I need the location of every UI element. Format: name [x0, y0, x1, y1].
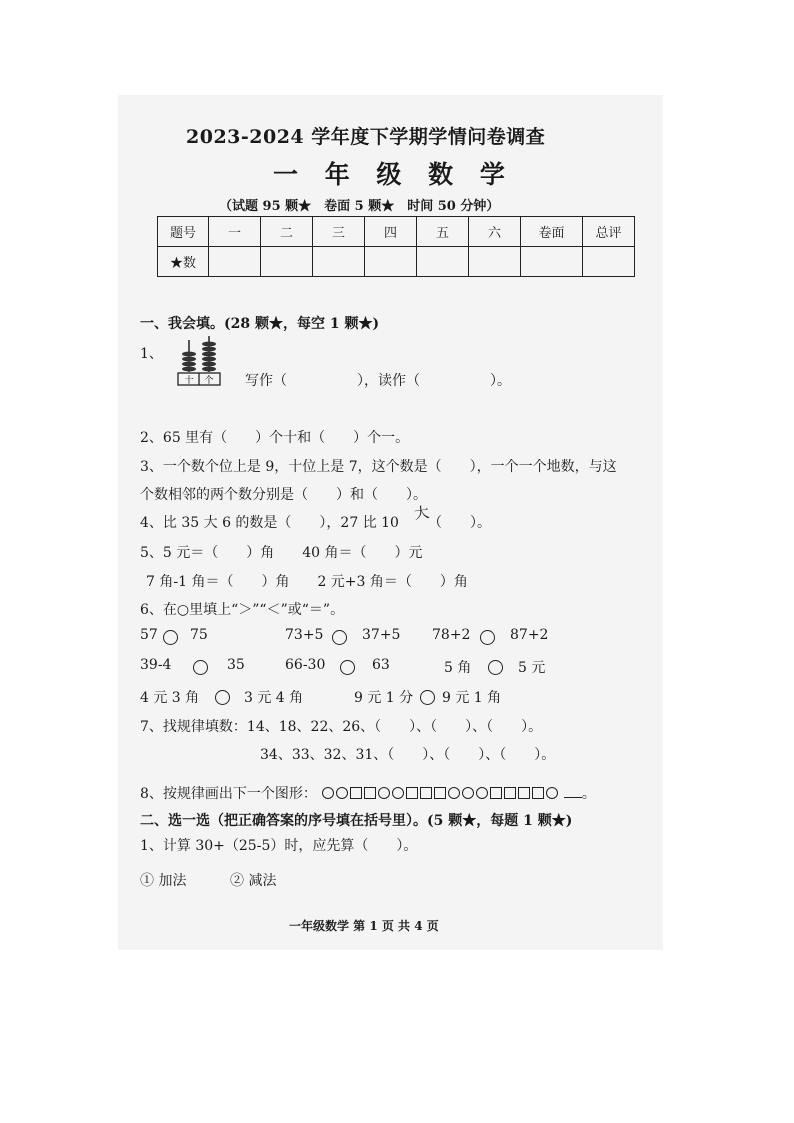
score-input-cell[interactable] [583, 247, 635, 277]
score-input-cell[interactable] [417, 247, 469, 277]
compare-circle[interactable] [488, 660, 503, 675]
circle-shape [448, 787, 460, 799]
compare-circle[interactable] [193, 660, 208, 675]
q6-r2-f: 5 元 [518, 660, 546, 676]
compare-circle[interactable] [332, 630, 347, 645]
circle-shape [462, 787, 474, 799]
score-cell: 三 [313, 217, 365, 247]
square-shape [532, 787, 544, 799]
q1-text: 写作（ ），读作（ ）。 [245, 373, 511, 389]
q6-r3-a: 4 元 3 角 [140, 690, 200, 706]
q4-part1: 4、比 35 大 6 的数是（ ），27 比 10 [140, 515, 399, 531]
score-cell: 六 [469, 217, 521, 247]
score-input-cell[interactable] [313, 247, 365, 277]
section2-heading: 二、选一选（把正确答案的序号填在括号里）。(5 颗★，每题 1 颗★) [140, 813, 573, 829]
score-table [157, 216, 635, 277]
q6-r2-a: 39-4 [140, 657, 172, 673]
exam-title: 2023-2024 学年度下学期学情问卷调查 [186, 126, 546, 148]
q7-line1: 7、找规律填数：14、18、22、26、（ ）、（ ）、（ ）。 [140, 719, 543, 735]
abacus-ones-label: 个 [204, 376, 214, 386]
option-subtraction: ② 减法 [230, 873, 277, 889]
compare-circle[interactable] [480, 630, 495, 645]
q2-text: 2、65 里有（ ）个十和（ ）个一。 [140, 430, 410, 446]
square-shape [364, 787, 376, 799]
q6-r3-b: 3 元 4 角 [244, 690, 304, 706]
page-footer: 一年级数学 第 1 页 共 4 页 [289, 919, 439, 933]
score-cell: 总评 [583, 217, 635, 247]
q8-row [140, 783, 596, 803]
score-cell: 四 [365, 217, 417, 247]
circle-shape [336, 787, 348, 799]
q5-line1: 5、5 元＝（ ）角 40 角＝（ ）元 [140, 545, 423, 561]
section2-q1: 1、计算 30+（25-5）时，应先算（ ）。 [140, 838, 418, 854]
score-input-cell[interactable] [261, 247, 313, 277]
q5-line2: 7 角-1 角＝（ ）角 2 元+3 角＝（ ）角 [146, 574, 468, 590]
star-count-label: ★数 [158, 247, 209, 277]
q6-r2-d: 63 [372, 657, 390, 673]
abacus-tens-label: 十 [184, 376, 194, 386]
circle-shape [322, 787, 334, 799]
circle-shape [476, 787, 488, 799]
shape-sequence [321, 786, 563, 802]
q6-r1-b: 75 [190, 627, 208, 643]
q6-r2-e: 5 角 [444, 660, 472, 676]
compare-circle[interactable] [420, 690, 435, 705]
square-shape [490, 787, 502, 799]
exam-subtitle: （试题 95 颗★ 卷面 5 颗★ 时间 50 分钟） [219, 199, 500, 214]
square-shape [420, 787, 432, 799]
score-cell: 二 [261, 217, 313, 247]
q4-handwritten-answer: 大 [412, 503, 431, 523]
q6-r2-b: 35 [227, 657, 245, 673]
score-cell: 卷面 [521, 217, 583, 247]
q6-r1-c: 73+5 [285, 627, 324, 643]
q1-number: 1、 [140, 346, 163, 362]
compare-circle[interactable] [215, 690, 230, 705]
score-input-cell[interactable] [469, 247, 521, 277]
score-cell: 五 [417, 217, 469, 247]
score-table-star-row [158, 247, 635, 277]
q8-text: 8、按规律画出下一个图形： [140, 786, 317, 802]
q6-r3-c: 9 元 1 分 [354, 690, 414, 706]
q3-line2: 个数相邻的两个数分别是（ ）和（ ）。 [140, 487, 427, 503]
circle-shape [378, 787, 390, 799]
option-addition: ① 加法 [140, 873, 187, 889]
score-input-cell[interactable] [365, 247, 417, 277]
q4-part2: （ ）。 [428, 515, 491, 531]
circle-shape [392, 787, 404, 799]
q6-heading: 6、在○里填上“＞”“＜”或“＝”。 [140, 602, 345, 618]
q7-line2: 34、33、32、31、（ ）、（ ）、（ ）。 [260, 747, 556, 763]
q6-r1-a: 57 [140, 627, 158, 643]
q6-r1-e: 78+2 [432, 627, 471, 643]
square-shape [406, 787, 418, 799]
q8-end: 。 [581, 786, 596, 802]
q3-line1: 3、一个数个位上是 9，十位上是 7，这个数是（ ），一个一个地数，与这 [140, 459, 617, 475]
square-shape [434, 787, 446, 799]
score-input-cell[interactable] [521, 247, 583, 277]
abacus-illustration [175, 334, 225, 390]
square-shape [518, 787, 530, 799]
q6-r3-d: 9 元 1 角 [442, 690, 502, 706]
section1-heading: 一、我会填。(28 颗★，每空 1 颗★) [140, 316, 380, 332]
score-table-header-row [158, 217, 635, 247]
score-input-cell[interactable] [209, 247, 261, 277]
answer-blank[interactable] [564, 797, 582, 798]
compare-circle[interactable] [163, 630, 178, 645]
score-cell: 一 [209, 217, 261, 247]
q6-r1-d: 37+5 [362, 627, 401, 643]
score-cell: 题号 [158, 217, 209, 247]
q6-r1-f: 87+2 [510, 627, 549, 643]
circle-shape [546, 787, 558, 799]
square-shape [350, 787, 362, 799]
subject-title: 一 年 级 数 学 [273, 160, 514, 189]
q6-r2-c: 66-30 [285, 657, 326, 673]
square-shape [504, 787, 516, 799]
compare-circle[interactable] [340, 660, 355, 675]
